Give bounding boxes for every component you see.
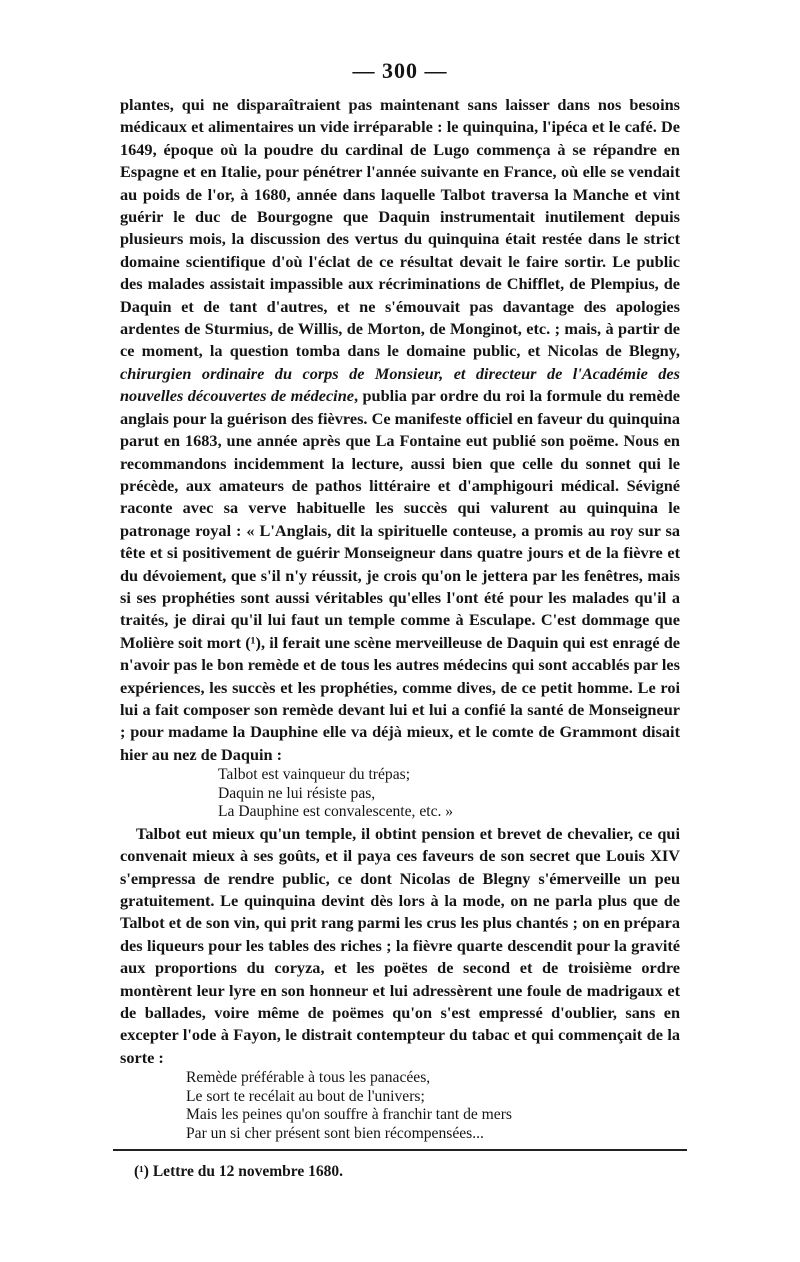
verse-quotation-1: [120, 766, 680, 822]
paragraph-1-text-continued: , publia par ordre du roi la formule du remède anglais pour la guérison des fièvres. Ce manifeste officiel en faveur du quinquina parut en 1683, une année après que La Fontaine eut publié son poëme. Nous en recommandons incidemment la lecture, aussi bien que celle du sonnet qui le précède, aux amateurs de pathos littéraire et d'amphigouri médical. Sévigné raconte avec sa verve habituelle les succès qui valurent au quinquina le patronage royal : « L'Anglais, dit la spirituelle conteuse, a promis au roy sur sa tête et si positivement de guérir Monseigneur dans quatre jours et de la fièvre et du dévoiement, que s'il n'y réussit, je crois qu'on le jettera par les fenêtres, mais si ses prophéties sont aussi véritables qu'elles l'ont été pour les malades qu'il a traités, je dirai qu'il lui faut un temple comme à Esculape. C'est dommage que Molière soit mort (¹), il ferait une scène merveilleuse de Daquin qui est enragé de n'avoir pas le bon remède et de tous les autres médecins qui sont accablés par les expériences, les succès et les prophéties, comme dives, de ce petit homme. Le roi lui a fait composer son remède devant lui et lui a confié la santé de Monseigneur ; pour madame la Dauphine elle va déjà mieux, et le comte de Grammont disait hier au nez de Daquin :: [120, 386, 680, 764]
paragraph-1: [120, 94, 680, 766]
document-page: [120, 58, 680, 1181]
verse-line: Remède préférable à tous les panacées,: [186, 1069, 431, 1087]
verse-line: Mais les peines qu'on souffre à franchir tant de mers: [186, 1106, 512, 1124]
verse-line: Talbot est vainqueur du trépas;: [218, 766, 411, 784]
paragraph-1-text: plantes, qui ne disparaîtraient pas maintenant sans laisser dans nos besoins médicaux et alimentaires un vide irréparable : le quinquina, l'ipéca et le café. De 1649, époque où la poudre du cardinal de Lugo commença à se répandre en Espagne et en Italie, pour pénétrer l'année suivante en France, où elle se vendait au poids de l'or, à 1680, année dans laquelle Talbot traversa la Manche et vint guérir le duc de Bourgogne que Daquin instrumentait inutilement depuis plusieurs mois, la discussion des vertus du quinquina était restée dans le strict domaine scientifique d'où l'éclat de ce résultat devait le faire sortir. Le public des malades assistait impassible aux récriminations de Chifflet, de Plempius, de Daquin et de tant d'autres, et ne s'émouvait pas davantage des apologies ardentes de Sturmius, de Willis, de Morton, de Monginot, etc. ; mais, à partir de ce moment, la question tomba dans le domaine public, et Nicolas de Blegny,: [120, 95, 680, 361]
verse-quotation-2: [120, 1069, 680, 1143]
verse-line: Daquin ne lui résiste pas,: [218, 784, 376, 802]
paragraph-1-italic-title: chirurgien ordinaire du corps de Monsieur, et directeur de l'Académie des nouvelles découvertes de médecine: [120, 363, 680, 406]
verse-line: Par un si cher présent sont bien récompensées...: [186, 1124, 484, 1142]
verse-line: Le sort te recélait au bout de l'univers;: [186, 1087, 425, 1105]
footnote-divider: [113, 1149, 687, 1151]
page-number: — 300 —: [352, 58, 448, 83]
paragraph-2: Talbot eut mieux qu'un temple, il obtint pension et brevet de chevalier, ce qui convenait mieux à ses goûts, et il paya ces faveurs de son secret que Louis XIV s'empressa de rendre public, ce dont Nicolas de Blegny s'émerveille un peu gratuitement. Le quinquina devint dès lors à la mode, on ne parla plus que de Talbot et de son vin, qui prit rang parmi les crus les plus chantés ; on en prépara des liqueurs pour les tables des riches ; la fièvre quarte descendit pour la gravité aux proportions du coryza, et les poëtes de second et de troisième ordre montèrent leur lyre en son honneur et lui adressèrent une foule de madrigaux et de ballades, voire même de poëmes qu'on s'est empressé d'oublier, sans en excepter l'ode à Fayon, le distrait contempteur du tabac et qui commençait de la sorte :: [120, 823, 680, 1067]
footnote: (¹) Lettre du 12 novembre 1680.: [134, 1163, 343, 1181]
verse-line: La Dauphine est convalescente, etc. »: [218, 803, 454, 821]
body-text: [120, 94, 680, 1143]
